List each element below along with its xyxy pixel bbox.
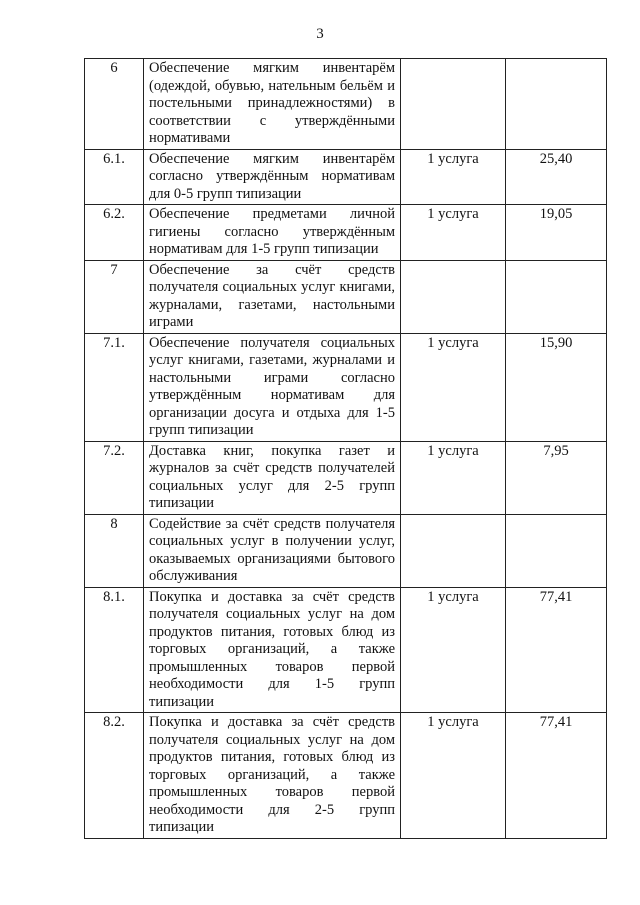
page-number: 3 bbox=[316, 26, 324, 42]
table-row bbox=[85, 333, 607, 441]
service-price: 77,41 bbox=[506, 713, 607, 839]
service-description: Обеспечение за счёт средств получателя социальных услуг книгами, журналами, газетами, настольными играми bbox=[144, 260, 401, 333]
table-row bbox=[85, 205, 607, 261]
row-number: 8.1. bbox=[85, 587, 144, 713]
service-unit: 1 услуга bbox=[401, 333, 506, 441]
row-number: 6.1. bbox=[85, 149, 144, 205]
service-price bbox=[506, 260, 607, 333]
service-unit bbox=[401, 514, 506, 587]
service-price: 15,90 bbox=[506, 333, 607, 441]
service-price: 77,41 bbox=[506, 587, 607, 713]
row-number: 8.2. bbox=[85, 713, 144, 839]
service-description: Обеспечение предметами личной гигиены согласно утверждённым нормативам для 1-5 групп типизации bbox=[144, 205, 401, 261]
service-price bbox=[506, 514, 607, 587]
table-row bbox=[85, 587, 607, 713]
service-description: Доставка книг, покупка газет и журналов за счёт средств получателей социальных услуг для 2-5 групп типизации bbox=[144, 441, 401, 514]
service-price: 25,40 bbox=[506, 149, 607, 205]
service-price: 7,95 bbox=[506, 441, 607, 514]
table-row bbox=[85, 149, 607, 205]
service-price bbox=[506, 59, 607, 150]
table-row bbox=[85, 59, 607, 150]
service-unit bbox=[401, 260, 506, 333]
service-description: Обеспечение мягким инвентарём (одеждой, обувью, нательным бельём и постельными принадлежностями) в соответствии с утверждёнными нормативами bbox=[144, 59, 401, 150]
service-unit: 1 услуга bbox=[401, 587, 506, 713]
row-number: 7.1. bbox=[85, 333, 144, 441]
service-price: 19,05 bbox=[506, 205, 607, 261]
table-row bbox=[85, 514, 607, 587]
row-number: 8 bbox=[85, 514, 144, 587]
service-unit: 1 услуга bbox=[401, 441, 506, 514]
service-description: Обеспечение мягким инвентарём согласно утверждённым нормативам для 0-5 групп типизации bbox=[144, 149, 401, 205]
service-description: Обеспечение получателя социальных услуг книгами, газетами, журналами и настольными играми согласно утверждённым нормативам для организации досуга и отдыха для 1-5 групп типизации bbox=[144, 333, 401, 441]
service-unit bbox=[401, 59, 506, 150]
row-number: 7 bbox=[85, 260, 144, 333]
service-description: Покупка и доставка за счёт средств получателя социальных услуг на дом продуктов питания, готовых блюд из торговых организаций, а также промышленных товаров первой необходимости для 2-5 групп типизации bbox=[144, 713, 401, 839]
table-row bbox=[85, 441, 607, 514]
row-number: 6.2. bbox=[85, 205, 144, 261]
table-row bbox=[85, 260, 607, 333]
service-unit: 1 услуга bbox=[401, 205, 506, 261]
row-number: 7.2. bbox=[85, 441, 144, 514]
service-unit: 1 услуга bbox=[401, 149, 506, 205]
row-number: 6 bbox=[85, 59, 144, 150]
table-row bbox=[85, 713, 607, 839]
service-unit: 1 услуга bbox=[401, 713, 506, 839]
service-description: Покупка и доставка за счёт средств получателя социальных услуг на дом продуктов питания, готовых блюд из торговых организаций, а также промышленных товаров первой необходимости для 1-5 групп типизации bbox=[144, 587, 401, 713]
services-table bbox=[84, 58, 607, 839]
service-description: Содействие за счёт средств получателя социальных услуг в получении услуг, оказываемых организациями бытового обслуживания bbox=[144, 514, 401, 587]
